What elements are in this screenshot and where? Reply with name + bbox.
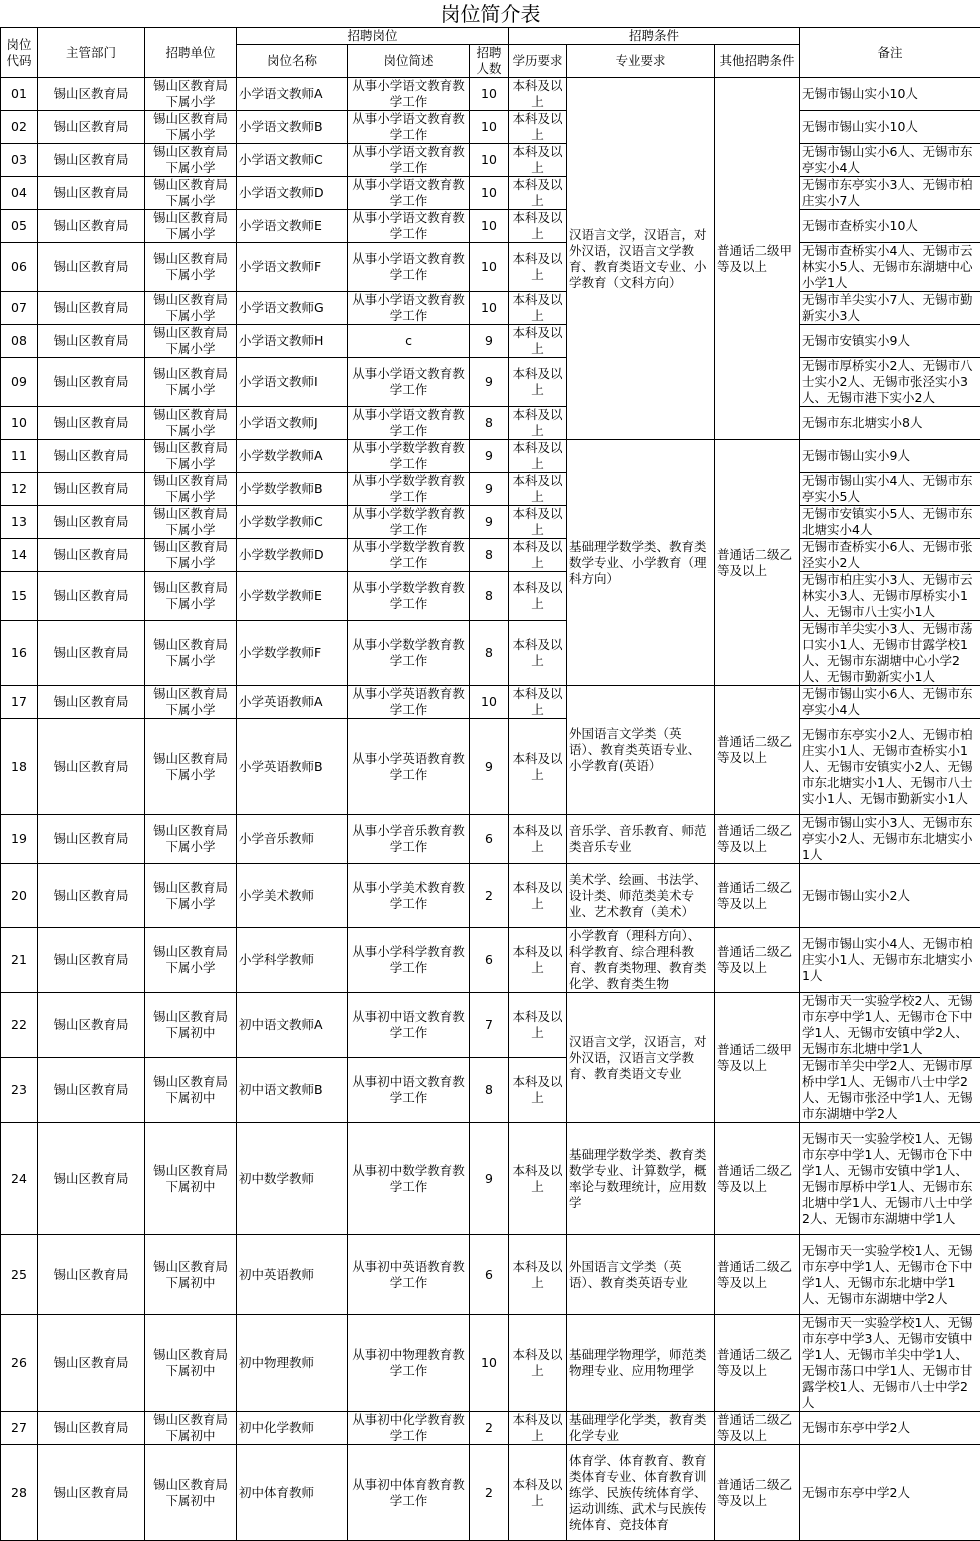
position-description: 从事初中物理教育教学工作 xyxy=(348,1315,470,1412)
hiring-count: 8 xyxy=(470,1058,509,1123)
position-code: 25 xyxy=(1,1235,38,1315)
header-post-desc: 岗位简述 xyxy=(348,45,470,78)
hiring-unit: 锡山区教育局下属小学 xyxy=(145,78,237,111)
hiring-unit: 锡山区教育局下属小学 xyxy=(145,928,237,993)
hiring-count: 2 xyxy=(470,1412,509,1445)
table-row xyxy=(1,1123,980,1235)
education-requirement: 本科及以上 xyxy=(509,407,567,440)
position-name: 小学英语教师A xyxy=(237,686,348,719)
education-requirement: 本科及以上 xyxy=(509,993,567,1058)
department: 锡山区教育局 xyxy=(38,1445,145,1541)
header-other: 其他招聘条件 xyxy=(715,45,800,78)
table-row xyxy=(1,1058,980,1123)
hiring-unit: 锡山区教育局下属小学 xyxy=(145,440,237,473)
table-row xyxy=(1,144,980,177)
hiring-count: 7 xyxy=(470,993,509,1058)
other-requirement: 普通话二级乙等及以上 xyxy=(715,1123,800,1235)
table-row xyxy=(1,539,980,572)
note: 无锡市锡山实小2人 xyxy=(800,864,980,928)
table-row xyxy=(1,864,980,928)
note: 无锡市羊尖实小3人、无锡市荡口实小1人、无锡市甘露学校1人、无锡市东湖塘中心小学2人、无锡市勤新实小1人 xyxy=(800,621,980,686)
hiring-count: 9 xyxy=(470,358,509,407)
position-name: 小学语文教师C xyxy=(237,144,348,177)
department: 锡山区教育局 xyxy=(38,1315,145,1412)
note: 无锡市天一实验学校1人、无锡市东亭中学3人、无锡市安镇中学1人、无锡市羊尖中学1人、无锡市荡口中学1人、无锡市甘露学校1人、无锡市八士中学2人 xyxy=(800,1315,980,1412)
education-requirement: 本科及以上 xyxy=(509,1315,567,1412)
position-name: 小学语文教师B xyxy=(237,111,348,144)
hiring-unit: 锡山区教育局下属初中 xyxy=(145,1412,237,1445)
education-requirement: 本科及以上 xyxy=(509,928,567,993)
position-code: 28 xyxy=(1,1445,38,1541)
table-row xyxy=(1,815,980,864)
note: 无锡市锡山实小6人、无锡市东亭实小4人 xyxy=(800,144,980,177)
education-requirement: 本科及以上 xyxy=(509,1412,567,1445)
hiring-unit: 锡山区教育局下属小学 xyxy=(145,358,237,407)
hiring-count: 10 xyxy=(470,292,509,325)
department: 锡山区教育局 xyxy=(38,243,145,292)
table-row xyxy=(1,111,980,144)
hiring-unit: 锡山区教育局下属初中 xyxy=(145,1058,237,1123)
note: 无锡市查桥实小4人、无锡市云林实小5人、无锡市东湖塘中心小学1人 xyxy=(800,243,980,292)
position-description: 从事初中语文教育教学工作 xyxy=(348,993,470,1058)
position-code: 22 xyxy=(1,993,38,1058)
position-description: 从事小学语文教育教学工作 xyxy=(348,111,470,144)
hiring-unit: 锡山区教育局下属小学 xyxy=(145,864,237,928)
position-name: 初中数学教师 xyxy=(237,1123,348,1235)
table-row xyxy=(1,358,980,407)
note: 无锡市东亭实小3人、无锡市柏庄实小7人 xyxy=(800,177,980,210)
position-name: 小学语文教师D xyxy=(237,177,348,210)
table-row xyxy=(1,407,980,440)
major-requirement: 基础理学数学类、教育类数学专业、计算数学，概率论与数理统计，应用数学 xyxy=(567,1123,715,1235)
education-requirement: 本科及以上 xyxy=(509,440,567,473)
hiring-count: 8 xyxy=(470,572,509,621)
hiring-count: 10 xyxy=(470,144,509,177)
position-description: 从事初中语文教育教学工作 xyxy=(348,1058,470,1123)
major-requirement: 汉语言文学，汉语言，对外汉语，汉语言文学教育、教育类语文专业 xyxy=(567,993,715,1123)
position-code: 07 xyxy=(1,292,38,325)
header-count: 招聘人数 xyxy=(470,45,509,78)
position-name: 小学音乐教师 xyxy=(237,815,348,864)
education-requirement: 本科及以上 xyxy=(509,621,567,686)
position-name: 小学语文教师A xyxy=(237,78,348,111)
position-description: 从事小学英语教育教学工作 xyxy=(348,719,470,815)
hiring-unit: 锡山区教育局下属小学 xyxy=(145,719,237,815)
hiring-unit: 锡山区教育局下属小学 xyxy=(145,325,237,358)
department: 锡山区教育局 xyxy=(38,325,145,358)
position-name: 小学数学教师E xyxy=(237,572,348,621)
table-row xyxy=(1,325,980,358)
position-description: 从事小学语文教育教学工作 xyxy=(348,358,470,407)
department: 锡山区教育局 xyxy=(38,1235,145,1315)
position-description: 从事小学语文教育教学工作 xyxy=(348,210,470,243)
hiring-count: 10 xyxy=(470,686,509,719)
hiring-unit: 锡山区教育局下属小学 xyxy=(145,506,237,539)
other-requirement: 普通话二级甲等及以上 xyxy=(715,993,800,1123)
other-requirement: 普通话二级乙等及以上 xyxy=(715,864,800,928)
department: 锡山区教育局 xyxy=(38,719,145,815)
position-description: 从事小学数学教育教学工作 xyxy=(348,506,470,539)
department: 锡山区教育局 xyxy=(38,686,145,719)
position-code: 14 xyxy=(1,539,38,572)
position-code: 27 xyxy=(1,1412,38,1445)
department: 锡山区教育局 xyxy=(38,506,145,539)
education-requirement: 本科及以上 xyxy=(509,111,567,144)
other-requirement: 普通话二级甲等及以上 xyxy=(715,78,800,440)
position-code: 26 xyxy=(1,1315,38,1412)
hiring-unit: 锡山区教育局下属初中 xyxy=(145,993,237,1058)
table-title: 岗位简介表 xyxy=(1,0,980,28)
position-name: 小学语文教师J xyxy=(237,407,348,440)
position-code: 18 xyxy=(1,719,38,815)
department: 锡山区教育局 xyxy=(38,1412,145,1445)
table-row xyxy=(1,210,980,243)
department: 锡山区教育局 xyxy=(38,539,145,572)
other-requirement: 普通话二级乙等及以上 xyxy=(715,1235,800,1315)
table-row xyxy=(1,440,980,473)
education-requirement: 本科及以上 xyxy=(509,1235,567,1315)
position-description: 从事小学语文教育教学工作 xyxy=(348,177,470,210)
department: 锡山区教育局 xyxy=(38,358,145,407)
note: 无锡市安镇实小9人 xyxy=(800,325,980,358)
position-description: 从事小学数学教育教学工作 xyxy=(348,621,470,686)
department: 锡山区教育局 xyxy=(38,144,145,177)
position-code: 03 xyxy=(1,144,38,177)
hiring-count: 10 xyxy=(470,111,509,144)
position-description: 从事小学数学教育教学工作 xyxy=(348,572,470,621)
note: 无锡市东亭实小2人、无锡市柏庄实小1人、无锡市查桥实小1人、无锡市安镇实小2人、无锡市东北塘实小1人、无锡市八士实小1人、无锡市勤新实小1人 xyxy=(800,719,980,815)
hiring-count: 10 xyxy=(470,1315,509,1412)
hiring-unit: 锡山区教育局下属初中 xyxy=(145,1123,237,1235)
other-requirement: 普通话二级乙等及以上 xyxy=(715,1412,800,1445)
table-row xyxy=(1,719,980,815)
other-requirement: 普通话二级乙等及以上 xyxy=(715,686,800,815)
note: 无锡市查桥实小6人、无锡市张泾实小2人 xyxy=(800,539,980,572)
position-name: 小学语文教师G xyxy=(237,292,348,325)
position-name: 初中物理教师 xyxy=(237,1315,348,1412)
hiring-unit: 锡山区教育局下属初中 xyxy=(145,1445,237,1541)
hiring-unit: 锡山区教育局下属小学 xyxy=(145,686,237,719)
position-name: 小学语文教师E xyxy=(237,210,348,243)
header-major: 专业要求 xyxy=(567,45,715,78)
table-row xyxy=(1,78,980,111)
department: 锡山区教育局 xyxy=(38,292,145,325)
department: 锡山区教育局 xyxy=(38,407,145,440)
hiring-count: 10 xyxy=(470,210,509,243)
position-name: 初中语文教师B xyxy=(237,1058,348,1123)
position-code: 08 xyxy=(1,325,38,358)
hiring-count: 10 xyxy=(470,243,509,292)
table-row xyxy=(1,1412,980,1445)
table-row xyxy=(1,292,980,325)
education-requirement: 本科及以上 xyxy=(509,144,567,177)
hiring-unit: 锡山区教育局下属小学 xyxy=(145,815,237,864)
position-description: 从事小学语文教育教学工作 xyxy=(348,78,470,111)
position-code: 24 xyxy=(1,1123,38,1235)
table-row xyxy=(1,928,980,993)
position-description: 从事小学数学教育教学工作 xyxy=(348,539,470,572)
position-code: 15 xyxy=(1,572,38,621)
hiring-unit: 锡山区教育局下属初中 xyxy=(145,1315,237,1412)
position-description: 从事初中英语教育教学工作 xyxy=(348,1235,470,1315)
position-code: 17 xyxy=(1,686,38,719)
department: 锡山区教育局 xyxy=(38,440,145,473)
hiring-unit: 锡山区教育局下属小学 xyxy=(145,210,237,243)
position-name: 初中语文教师A xyxy=(237,993,348,1058)
note: 无锡市锡山实小3人、无锡市东亭实小2人、无锡市东北塘实小1人 xyxy=(800,815,980,864)
header-post-name: 岗位名称 xyxy=(237,45,348,78)
other-requirement: 普通话二级乙等及以上 xyxy=(715,815,800,864)
department: 锡山区教育局 xyxy=(38,572,145,621)
education-requirement: 本科及以上 xyxy=(509,506,567,539)
header-unit: 招聘单位 xyxy=(145,28,237,78)
department: 锡山区教育局 xyxy=(38,111,145,144)
position-name: 小学数学教师A xyxy=(237,440,348,473)
hiring-count: 8 xyxy=(470,621,509,686)
header-edu: 学历要求 xyxy=(509,45,567,78)
position-code: 12 xyxy=(1,473,38,506)
position-description: 从事小学语文教育教学工作 xyxy=(348,407,470,440)
note: 无锡市羊尖实小7人、无锡市勤新实小3人 xyxy=(800,292,980,325)
note: 无锡市天一实验学校1人、无锡市东亭中学1人、无锡市仓下中学1人、无锡市安镇中学1人、无锡市厚桥中学1人、无锡市东北塘中学1人、无锡市八士中学2人、无锡市东湖塘中学1人 xyxy=(800,1123,980,1235)
position-code: 10 xyxy=(1,407,38,440)
hiring-unit: 锡山区教育局下属小学 xyxy=(145,292,237,325)
education-requirement: 本科及以上 xyxy=(509,210,567,243)
position-name: 小学数学教师F xyxy=(237,621,348,686)
table-row xyxy=(1,686,980,719)
education-requirement: 本科及以上 xyxy=(509,1445,567,1541)
education-requirement: 本科及以上 xyxy=(509,325,567,358)
position-description: 从事小学英语教育教学工作 xyxy=(348,686,470,719)
header-dept: 主管部门 xyxy=(38,28,145,78)
department: 锡山区教育局 xyxy=(38,210,145,243)
position-code: 11 xyxy=(1,440,38,473)
education-requirement: 本科及以上 xyxy=(509,1058,567,1123)
department: 锡山区教育局 xyxy=(38,473,145,506)
major-requirement: 体育学、体育教育、教育类体育专业、体育教育训练学、民族传统体育学、运动训练、武术与民族传统体育、竞技体育 xyxy=(567,1445,715,1541)
position-name: 小学科学教师 xyxy=(237,928,348,993)
hiring-count: 9 xyxy=(470,473,509,506)
education-requirement: 本科及以上 xyxy=(509,243,567,292)
position-name: 小学数学教师C xyxy=(237,506,348,539)
position-code: 09 xyxy=(1,358,38,407)
position-code: 20 xyxy=(1,864,38,928)
table-row xyxy=(1,1445,980,1541)
table-row xyxy=(1,572,980,621)
position-description: 从事小学数学教育教学工作 xyxy=(348,440,470,473)
major-requirement: 外国语言文学类（英语）、教育类英语专业、小学教育(英语） xyxy=(567,686,715,815)
note: 无锡市锡山实小10人 xyxy=(800,111,980,144)
position-description: 从事小学音乐教育教学工作 xyxy=(348,815,470,864)
position-name: 初中体育教师 xyxy=(237,1445,348,1541)
header-note: 备注 xyxy=(800,28,980,78)
position-name: 小学英语教师B xyxy=(237,719,348,815)
department: 锡山区教育局 xyxy=(38,815,145,864)
other-requirement: 普通话二级乙等及以上 xyxy=(715,440,800,686)
major-requirement: 基础理学数学类、教育类数学专业、小学教育（理科方向） xyxy=(567,440,715,686)
note: 无锡市厚桥实小2人、无锡市八士实小2人、无锡市张泾实小3人、无锡市港下实小2人 xyxy=(800,358,980,407)
department: 锡山区教育局 xyxy=(38,1058,145,1123)
note: 无锡市东亭中学2人 xyxy=(800,1445,980,1541)
hiring-unit: 锡山区教育局下属小学 xyxy=(145,243,237,292)
major-requirement: 汉语言文学，汉语言，对外汉语，汉语言文学教育、教育类语文专业、小学教育（文科方向） xyxy=(567,78,715,440)
note: 无锡市锡山实小9人 xyxy=(800,440,980,473)
position-code: 23 xyxy=(1,1058,38,1123)
note: 无锡市东亭中学2人 xyxy=(800,1412,980,1445)
hiring-count: 9 xyxy=(470,719,509,815)
education-requirement: 本科及以上 xyxy=(509,473,567,506)
major-requirement: 美术学、绘画、书法学、设计类、师范类美术专业、艺术教育（美术） xyxy=(567,864,715,928)
hiring-count: 6 xyxy=(470,1235,509,1315)
header-post-group: 招聘岗位 xyxy=(237,28,509,45)
education-requirement: 本科及以上 xyxy=(509,572,567,621)
hiring-unit: 锡山区教育局下属小学 xyxy=(145,177,237,210)
table-row xyxy=(1,1315,980,1412)
position-code: 05 xyxy=(1,210,38,243)
position-name: 小学美术教师 xyxy=(237,864,348,928)
position-description: 从事初中体育教育教学工作 xyxy=(348,1445,470,1541)
department: 锡山区教育局 xyxy=(38,78,145,111)
position-name: 小学语文教师H xyxy=(237,325,348,358)
table-row xyxy=(1,243,980,292)
note: 无锡市天一实验学校1人、无锡市东亭中学1人、无锡市仓下中学1人、无锡市东北塘中学1人、无锡市东湖塘中学2人 xyxy=(800,1235,980,1315)
position-name: 小学语文教师I xyxy=(237,358,348,407)
note: 无锡市锡山实小6人、无锡市东亭实小4人 xyxy=(800,686,980,719)
education-requirement: 本科及以上 xyxy=(509,292,567,325)
position-name: 小学数学教师B xyxy=(237,473,348,506)
table-row xyxy=(1,506,980,539)
position-description: 从事小学语文教育教学工作 xyxy=(348,144,470,177)
education-requirement: 本科及以上 xyxy=(509,177,567,210)
position-code: 06 xyxy=(1,243,38,292)
education-requirement: 本科及以上 xyxy=(509,539,567,572)
major-requirement: 基础理学物理学，师范类物理专业、应用物理学 xyxy=(567,1315,715,1412)
position-description: 从事小学科学教育教学工作 xyxy=(348,928,470,993)
position-code: 02 xyxy=(1,111,38,144)
major-requirement: 音乐学、音乐教育、师范类音乐专业 xyxy=(567,815,715,864)
education-requirement: 本科及以上 xyxy=(509,78,567,111)
department: 锡山区教育局 xyxy=(38,621,145,686)
table-row xyxy=(1,993,980,1058)
hiring-count: 8 xyxy=(470,407,509,440)
table-row xyxy=(1,473,980,506)
hiring-count: 9 xyxy=(470,506,509,539)
position-description: 从事小学美术教育教学工作 xyxy=(348,864,470,928)
hiring-count: 8 xyxy=(470,539,509,572)
position-description: 从事小学数学教育教学工作 xyxy=(348,473,470,506)
hiring-count: 9 xyxy=(470,1123,509,1235)
department: 锡山区教育局 xyxy=(38,993,145,1058)
hiring-unit: 锡山区教育局下属初中 xyxy=(145,1235,237,1315)
other-requirement: 普通话二级乙等及以上 xyxy=(715,928,800,993)
education-requirement: 本科及以上 xyxy=(509,864,567,928)
position-code: 16 xyxy=(1,621,38,686)
position-code: 01 xyxy=(1,78,38,111)
major-requirement: 小学教育（理科方向）、科学教育、综合理科教育、教育类物理、教育类化学、教育类生物 xyxy=(567,928,715,993)
note: 无锡市锡山实小4人、无锡市柏庄实小1人、无锡市东北塘实小1人 xyxy=(800,928,980,993)
hiring-count: 10 xyxy=(470,177,509,210)
note: 无锡市查桥实小10人 xyxy=(800,210,980,243)
position-name: 初中英语教师 xyxy=(237,1235,348,1315)
hiring-count: 6 xyxy=(470,928,509,993)
hiring-count: 2 xyxy=(470,864,509,928)
hiring-unit: 锡山区教育局下属小学 xyxy=(145,621,237,686)
table-row xyxy=(1,1235,980,1315)
header-code: 岗位代码 xyxy=(1,28,38,78)
position-name: 小学语文教师F xyxy=(237,243,348,292)
note: 无锡市东北塘实小8人 xyxy=(800,407,980,440)
hiring-count: 6 xyxy=(470,815,509,864)
hiring-unit: 锡山区教育局下属小学 xyxy=(145,407,237,440)
note: 无锡市羊尖中学2人、无锡市厚桥中学1人、无锡市八士中学2人、无锡市张泾中学1人、无锡市东湖塘中学2人 xyxy=(800,1058,980,1123)
education-requirement: 本科及以上 xyxy=(509,358,567,407)
position-description: 从事初中化学教育教学工作 xyxy=(348,1412,470,1445)
position-description: c xyxy=(348,325,470,358)
note: 无锡市安镇实小5人、无锡市东北塘实小4人 xyxy=(800,506,980,539)
department: 锡山区教育局 xyxy=(38,1123,145,1235)
position-code: 19 xyxy=(1,815,38,864)
department: 锡山区教育局 xyxy=(38,864,145,928)
note: 无锡市天一实验学校2人、无锡市东亭中学1人、无锡市仓下中学1人、无锡市安镇中学2人、无锡市东北塘中学1人 xyxy=(800,993,980,1058)
hiring-unit: 锡山区教育局下属小学 xyxy=(145,572,237,621)
department: 锡山区教育局 xyxy=(38,928,145,993)
education-requirement: 本科及以上 xyxy=(509,719,567,815)
note: 无锡市柏庄实小3人、无锡市云林实小3人、无锡市厚桥实小1人、无锡市八士实小1人 xyxy=(800,572,980,621)
table-row xyxy=(1,621,980,686)
note: 无锡市锡山实小10人 xyxy=(800,78,980,111)
department: 锡山区教育局 xyxy=(38,177,145,210)
hiring-count: 9 xyxy=(470,440,509,473)
position-code: 04 xyxy=(1,177,38,210)
hiring-count: 9 xyxy=(470,325,509,358)
note: 无锡市锡山实小4人、无锡市东亭实小5人 xyxy=(800,473,980,506)
hiring-unit: 锡山区教育局下属小学 xyxy=(145,473,237,506)
education-requirement: 本科及以上 xyxy=(509,686,567,719)
table-row xyxy=(1,177,980,210)
other-requirement: 普通话二级乙等及以上 xyxy=(715,1445,800,1541)
header-condition-group: 招聘条件 xyxy=(509,28,800,45)
hiring-count: 2 xyxy=(470,1445,509,1541)
position-code: 13 xyxy=(1,506,38,539)
position-name: 小学数学教师D xyxy=(237,539,348,572)
education-requirement: 本科及以上 xyxy=(509,815,567,864)
position-description: 从事小学语文教育教学工作 xyxy=(348,243,470,292)
hiring-count: 10 xyxy=(470,78,509,111)
position-description: 从事小学语文教育教学工作 xyxy=(348,292,470,325)
position-name: 初中化学教师 xyxy=(237,1412,348,1445)
hiring-unit: 锡山区教育局下属小学 xyxy=(145,111,237,144)
major-requirement: 外国语言文学类（英语）、教育类英语专业 xyxy=(567,1235,715,1315)
position-code: 21 xyxy=(1,928,38,993)
other-requirement: 普通话二级乙等及以上 xyxy=(715,1315,800,1412)
hiring-unit: 锡山区教育局下属小学 xyxy=(145,144,237,177)
position-description: 从事初中数学教育教学工作 xyxy=(348,1123,470,1235)
major-requirement: 基础理学化学类，教育类化学专业 xyxy=(567,1412,715,1445)
hiring-unit: 锡山区教育局下属小学 xyxy=(145,539,237,572)
education-requirement: 本科及以上 xyxy=(509,1123,567,1235)
